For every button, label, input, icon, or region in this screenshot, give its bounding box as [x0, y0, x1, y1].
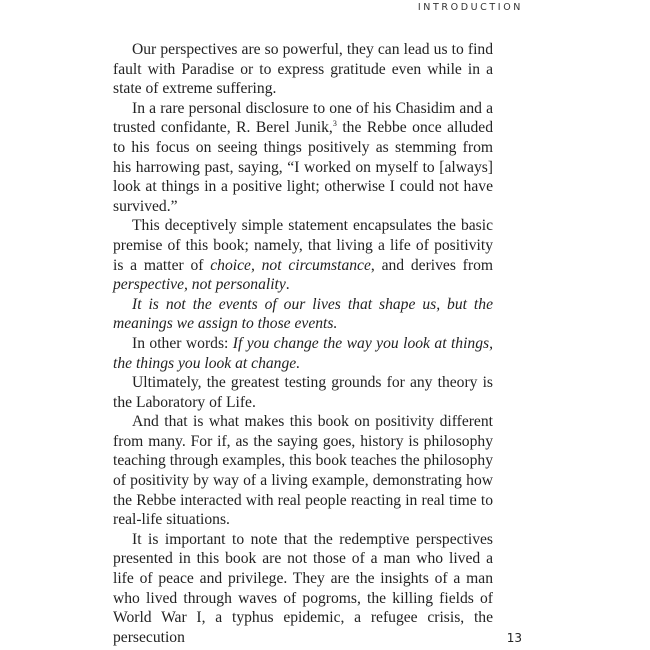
body-text [113, 40, 493, 647]
paragraph-5 [113, 334, 493, 373]
paragraph-3-text-c: . [285, 276, 290, 294]
paragraph-3-emphasis-2: perspective, not personality [113, 276, 286, 294]
paragraph-8: It is important to note that the redemptive perspectives presented in this book are not those of a man who lived a life of peace and privilege. They are the insights of a man who lived through waves of pogroms, the killing fields of World War I, a typhus epidemic, a refugee crisis, the persecution [113, 530, 493, 646]
paragraph-3-text-b: , and derives from [370, 256, 493, 274]
paragraph-2-text-a: In a rare personal disclosure to one of his Chasidim and a trusted confidante, R. Berel Junik, [113, 99, 493, 137]
paragraph-3 [113, 216, 493, 294]
paragraph-3-text-a: This deceptively simple statement encapsulates the basic premise of this book; namely, that living a life of positivity is a matter of [113, 217, 493, 274]
paragraph-4 [113, 295, 493, 334]
page-number: 13 [506, 631, 522, 645]
paragraph-2 [113, 99, 493, 217]
paragraph-4-emphasis: It is not the events of our lives that shape us, but the meanings we assign to those events. [113, 295, 493, 333]
paragraph-3-emphasis-1: choice, not circumstance [210, 256, 371, 274]
paragraph-6: Ultimately, the greatest testing grounds for any theory is the Laboratory of Life. [113, 374, 493, 411]
paragraph-2-text-b: the Rebbe once alluded to his focus on seeing things positively as stemming from his harrowing past, saying, “I worked on myself to [always] look at things in a positive light; otherwise I could not have survived.” [113, 119, 493, 215]
paragraph-5-text-a: In other words: [132, 334, 233, 352]
footnote-marker: 3 [332, 119, 337, 129]
paragraph-7: And that is what makes this book on positivity different from many. For if, as the saying goes, history is philosophy teaching through examples, this book teaches the philosophy of positivity by way of a living example, demonstrating how the Rebbe interacted with real people reacting in real time to real-life situations. [113, 413, 493, 529]
running-head: INTRODUCTION [417, 2, 523, 13]
paragraph-5-emphasis: If you change the way you look at things, the things you look at change. [113, 334, 493, 372]
paragraph-1: Our perspectives are so powerful, they can lead us to find fault with Paradise or to express gratitude even while in a state of extreme suffering. [113, 41, 493, 98]
